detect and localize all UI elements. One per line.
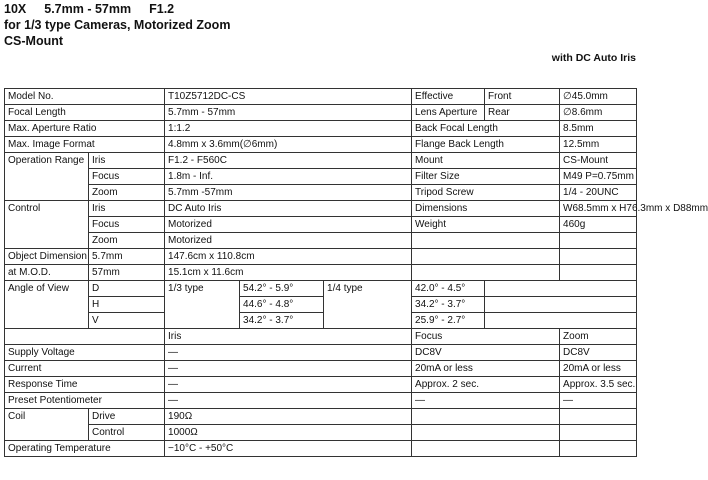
label-back-focal: Back Focal Length (412, 121, 560, 137)
value-max-aperture: 1:1.2 (165, 121, 412, 137)
value-od-focal-2: 57mm (89, 265, 165, 281)
empty-cell (5, 329, 165, 345)
value-sv-zoom: DC8V (560, 345, 637, 361)
empty-cell (412, 249, 560, 265)
empty-cell (412, 441, 560, 457)
table-row (5, 89, 637, 105)
empty-cell (485, 313, 637, 329)
value-ctrl-iris: DC Auto Iris (165, 201, 412, 217)
label-filter-size: Filter Size (412, 169, 560, 185)
empty-cell (412, 425, 560, 441)
value-aov-14-h: 34.2° - 3.7° (412, 297, 485, 313)
label-operating-temp: Operating Temperature (5, 441, 165, 457)
value-cur-iris: — (165, 361, 412, 377)
aperture: F1.2 (149, 2, 175, 16)
value-rt-zoom: Approx. 3.5 sec. (560, 377, 637, 393)
label-model-no: Model No. (5, 89, 165, 105)
label-focal-length: Focal Length (5, 105, 165, 121)
value-mount: CS-Mount (560, 153, 637, 169)
value-operating-temp: −10°C - +50°C (165, 441, 412, 457)
value-od-focal-1: 5.7mm (89, 249, 165, 265)
label-max-aperture: Max. Aperture Ratio (5, 121, 165, 137)
value-aov-14-v: 25.9° - 2.7° (412, 313, 485, 329)
label-at-mod: at M.O.D. (5, 265, 89, 281)
value-od-2: 15.1cm x 11.6cm (165, 265, 412, 281)
table-row (5, 281, 637, 297)
table-row (5, 105, 637, 121)
col-head-zoom: Zoom (560, 329, 637, 345)
empty-cell (560, 249, 637, 265)
value-max-image-format: 4.8mm x 3.6mm(∅6mm) (165, 137, 412, 153)
label-flange-back: Flange Back Length (412, 137, 560, 153)
value-cur-focus: 20mA or less (412, 361, 560, 377)
value-rt-iris: — (165, 377, 412, 393)
value-ctrl-zoom: Motorized (165, 233, 412, 249)
value-dimensions: W68.5mm x H76.3mm x D88mm (560, 201, 637, 217)
value-pp-zoom: — (560, 393, 637, 409)
table-row (5, 137, 637, 153)
value-tripod-screw: 1/4 - 20UNC (560, 185, 637, 201)
value-focal-length: 5.7mm - 57mm (165, 105, 412, 121)
label-tripod-screw: Tripod Screw (412, 185, 560, 201)
label-ctrl-zoom: Zoom (89, 233, 165, 249)
value-rear: ∅8.6mm (560, 105, 637, 121)
value-rt-focus: Approx. 2 sec. (412, 377, 560, 393)
label-op-zoom: Zoom (89, 185, 165, 201)
value-od-1: 147.6cm x 110.8cm (165, 249, 412, 265)
label-operation-range: Operation Range (5, 153, 89, 201)
label-aov-d: D (89, 281, 165, 297)
table-row (5, 249, 637, 265)
label-response-time: Response Time (5, 377, 165, 393)
product-subtitle: for 1/3 type Cameras, Motorized Zoom (4, 18, 231, 32)
table-row (5, 201, 637, 217)
focal-range: 5.7mm - 57mm (44, 2, 132, 16)
magnification: 10X (4, 2, 27, 16)
label-front: Front (485, 89, 560, 105)
label-rear: Rear (485, 105, 560, 121)
value-aov-13-d: 54.2° - 5.9° (240, 281, 324, 297)
table-row (5, 185, 637, 201)
label-coil-drive: Drive (89, 409, 165, 425)
label-aov-v: V (89, 313, 165, 329)
value-back-focal: 8.5mm (560, 121, 637, 137)
empty-cell (560, 441, 637, 457)
col-head-iris: Iris (165, 329, 412, 345)
empty-cell (412, 265, 560, 281)
table-row (5, 265, 637, 281)
product-mount: CS-Mount (4, 34, 64, 48)
product-title (4, 2, 192, 17)
table-row (5, 297, 637, 313)
empty-cell (485, 281, 637, 297)
table-row (5, 329, 637, 345)
empty-cell (412, 233, 560, 249)
label-ctrl-iris: Iris (89, 201, 165, 217)
table-row (5, 361, 637, 377)
table-row (5, 377, 637, 393)
empty-cell (560, 409, 637, 425)
table-row (5, 425, 637, 441)
iris-note: with DC Auto Iris (551, 52, 636, 64)
table-row (5, 233, 637, 249)
table-row (5, 217, 637, 233)
label-supply-voltage: Supply Voltage (5, 345, 165, 361)
table-row (5, 393, 637, 409)
value-front: ∅45.0mm (560, 89, 637, 105)
value-model-no: T10Z5712DC-CS (165, 89, 412, 105)
label-max-image-format: Max. Image Format (5, 137, 165, 153)
label-weight: Weight (412, 217, 560, 233)
table-row (5, 169, 637, 185)
value-op-iris: F1.2 - F560C (165, 153, 412, 169)
spec-table (4, 88, 708, 457)
empty-cell (412, 409, 560, 425)
label-object-dimension: Object Dimension (5, 249, 89, 265)
table-row (5, 441, 637, 457)
value-flange-back: 12.5mm (560, 137, 637, 153)
label-preset-pot: Preset Potentiometer (5, 393, 165, 409)
table-row (5, 409, 637, 425)
label-mount: Mount (412, 153, 560, 169)
value-pp-focus: — (412, 393, 560, 409)
label-type-13: 1/3 type (165, 281, 240, 329)
label-current: Current (5, 361, 165, 377)
value-pp-iris: — (165, 393, 412, 409)
table-row (5, 345, 637, 361)
value-filter-size: M49 P=0.75mm (560, 169, 637, 185)
value-coil-drive: 190Ω (165, 409, 412, 425)
table-row (5, 121, 637, 137)
empty-cell (485, 297, 637, 313)
empty-cell (560, 265, 637, 281)
value-aov-13-v: 34.2° - 3.7° (240, 313, 324, 329)
empty-cell (560, 233, 637, 249)
label-angle-of-view: Angle of View (5, 281, 89, 329)
value-sv-iris: — (165, 345, 412, 361)
table-row (5, 153, 637, 169)
value-cur-zoom: 20mA or less (560, 361, 637, 377)
value-sv-focus: DC8V (412, 345, 560, 361)
value-aov-13-h: 44.6° - 4.8° (240, 297, 324, 313)
value-op-focus: 1.8m - Inf. (165, 169, 412, 185)
label-effective: Effective (412, 89, 485, 105)
label-op-focus: Focus (89, 169, 165, 185)
label-ctrl-focus: Focus (89, 217, 165, 233)
label-aov-h: H (89, 297, 165, 313)
label-dimensions: Dimensions (412, 201, 560, 217)
label-op-iris: Iris (89, 153, 165, 169)
empty-cell (560, 425, 637, 441)
col-head-focus: Focus (412, 329, 560, 345)
value-coil-control: 1000Ω (165, 425, 412, 441)
label-lens-aperture: Lens Aperture (412, 105, 485, 121)
label-coil: Coil (5, 409, 89, 441)
label-control: Control (5, 201, 89, 249)
table-row (5, 313, 637, 329)
value-op-zoom: 5.7mm -57mm (165, 185, 412, 201)
label-coil-control: Control (89, 425, 165, 441)
label-type-14: 1/4 type (324, 281, 412, 329)
value-ctrl-focus: Motorized (165, 217, 412, 233)
value-aov-14-d: 42.0° - 4.5° (412, 281, 485, 297)
value-weight: 460g (560, 217, 637, 233)
